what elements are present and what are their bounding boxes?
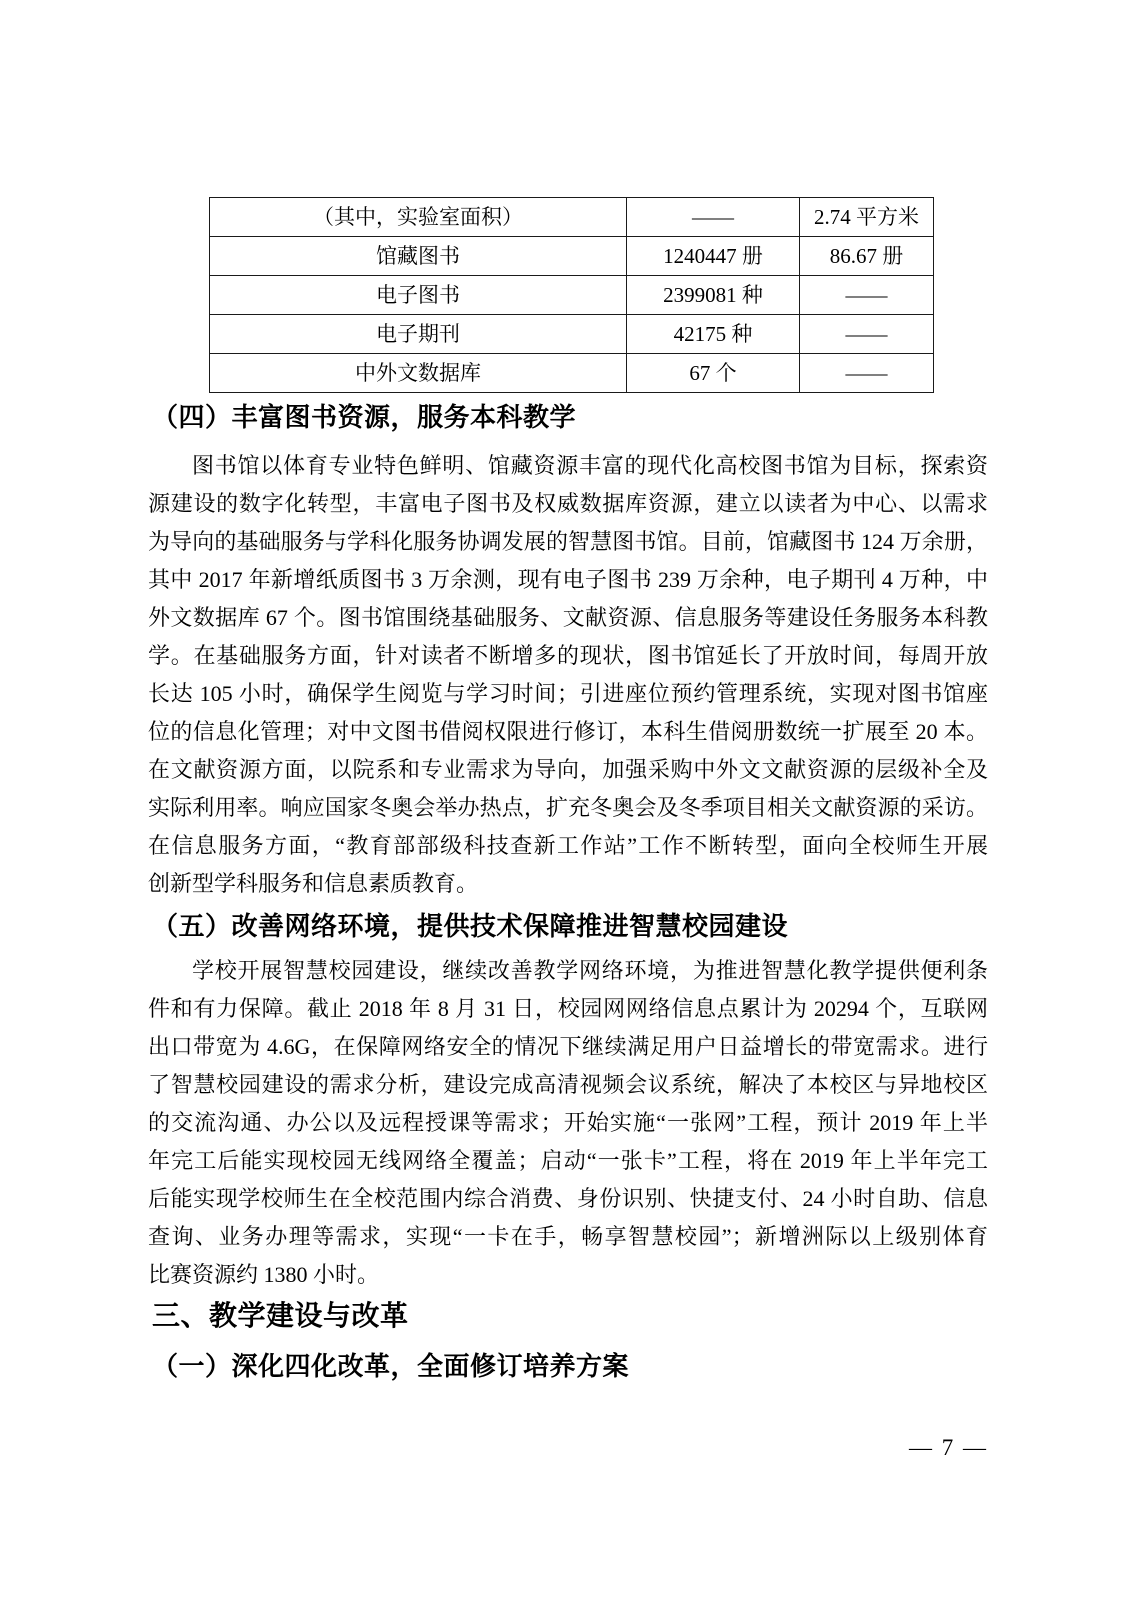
subsection-heading-four-reforms: （一）深化四化改革，全面修订培养方案 xyxy=(152,1351,630,1381)
paragraph-line: 出口带宽为 4.6G，在保障网络安全的情况下继续满足用户日益增长的带宽需求。进行 xyxy=(148,1034,988,1059)
table-cell-per-student: 2.74 平方米 xyxy=(800,198,934,237)
table-row xyxy=(210,315,934,354)
paragraph-line: 位的信息化管理；对中文图书借阅权限进行修订，本科生借阅册数统一扩展至 20 本。 xyxy=(148,719,988,744)
chapter-heading-teaching-reform: 三、教学建设与改革 xyxy=(152,1300,409,1331)
paragraph-line: 长达 105 小时，确保学生阅览与学习时间；引进座位预约管理系统，实现对图书馆座 xyxy=(148,681,988,706)
paragraph-line: 年完工后能实现校园无线网络全覆盖；启动“一张卡”工程，将在 2019 年上半年完工 xyxy=(148,1148,988,1173)
paragraph-line: 学。在基础服务方面，针对读者不断增多的现状，图书馆延长了开放时间，每周开放 xyxy=(148,643,988,668)
paragraph-line: 为导向的基础服务与学科化服务协调发展的智慧图书馆。目前，馆藏图书 124 万余册， xyxy=(148,529,988,554)
table-row xyxy=(210,198,934,237)
paragraph-line: 其中 2017 年新增纸质图书 3 万余测，现有电子图书 239 万余种，电子期刊 4 万种，中 xyxy=(148,567,988,592)
paragraph-line: 源建设的数字化转型，丰富电子图书及权威数据库资源，建立以读者为中心、以需求 xyxy=(148,491,988,516)
table-cell-label: 馆藏图书 xyxy=(210,237,627,276)
table-cell-total: 67 个 xyxy=(627,354,800,393)
paragraph-line: 比赛资源约 1380 小时。 xyxy=(148,1262,380,1287)
paragraph-library-resources xyxy=(148,447,988,903)
section-heading-library: （四）丰富图书资源，服务本科教学 xyxy=(152,402,577,432)
table-row xyxy=(210,276,934,315)
table-cell-total: —— xyxy=(627,198,800,237)
table-cell-label: 中外文数据库 xyxy=(210,354,627,393)
paragraph-line: 的交流沟通、办公以及远程授课等需求；开始实施“一张网”工程，预计 2019 年上半 xyxy=(148,1110,988,1135)
paragraph-line: 实际利用率。响应国家冬奥会举办热点，扩充冬奥会及冬季项目相关文献资源的采访。 xyxy=(148,795,988,820)
paragraph-line: 了智慧校园建设的需求分析，建设完成高清视频会议系统，解决了本校区与异地校区 xyxy=(148,1072,988,1097)
paragraph-smart-campus xyxy=(148,952,988,1294)
page-number: — 7 — xyxy=(909,1435,988,1460)
section-heading-network: （五）改善网络环境，提供技术保障推进智慧校园建设 xyxy=(152,911,789,941)
table-cell-per-student: —— xyxy=(800,276,934,315)
library-stats-table xyxy=(209,197,934,393)
table-cell-total: 42175 种 xyxy=(627,315,800,354)
table-cell-total: 1240447 册 xyxy=(627,237,800,276)
table-cell-per-student: 86.67 册 xyxy=(800,237,934,276)
table-row xyxy=(210,237,934,276)
paragraph-line: 在信息服务方面，“教育部部级科技查新工作站”工作不断转型，面向全校师生开展 xyxy=(148,833,988,858)
table-cell-per-student: —— xyxy=(800,315,934,354)
table-cell-label: 电子期刊 xyxy=(210,315,627,354)
table-cell-label: 电子图书 xyxy=(210,276,627,315)
paragraph-line: 创新型学科服务和信息素质教育。 xyxy=(148,871,479,896)
paragraph-line: 查询、业务办理等需求，实现“一卡在手，畅享智慧校园”；新增洲际以上级别体育 xyxy=(148,1224,988,1249)
paragraph-line: 学校开展智慧校园建设，继续改善教学网络环境，为推进智慧化教学提供便利条 xyxy=(192,958,988,983)
table-row xyxy=(210,354,934,393)
paragraph-line: 图书馆以体育专业特色鲜明、馆藏资源丰富的现代化高校图书馆为目标，探索资 xyxy=(192,453,988,478)
table-cell-total: 2399081 种 xyxy=(627,276,800,315)
paragraph-line: 后能实现学校师生在全校范围内综合消费、身份识别、快捷支付、24 小时自助、信息 xyxy=(148,1186,988,1211)
paragraph-line: 件和有力保障。截止 2018 年 8 月 31 日，校园网网络信息点累计为 20294 个，互联网 xyxy=(148,996,988,1021)
table-cell-label: （其中，实验室面积） xyxy=(210,198,627,237)
paragraph-line: 在文献资源方面，以院系和专业需求为导向，加强采购中外文文献资源的层级补全及 xyxy=(148,757,988,782)
paragraph-line: 外文数据库 67 个。图书馆围绕基础服务、文献资源、信息服务等建设任务服务本科教 xyxy=(148,605,988,630)
table-cell-per-student: —— xyxy=(800,354,934,393)
